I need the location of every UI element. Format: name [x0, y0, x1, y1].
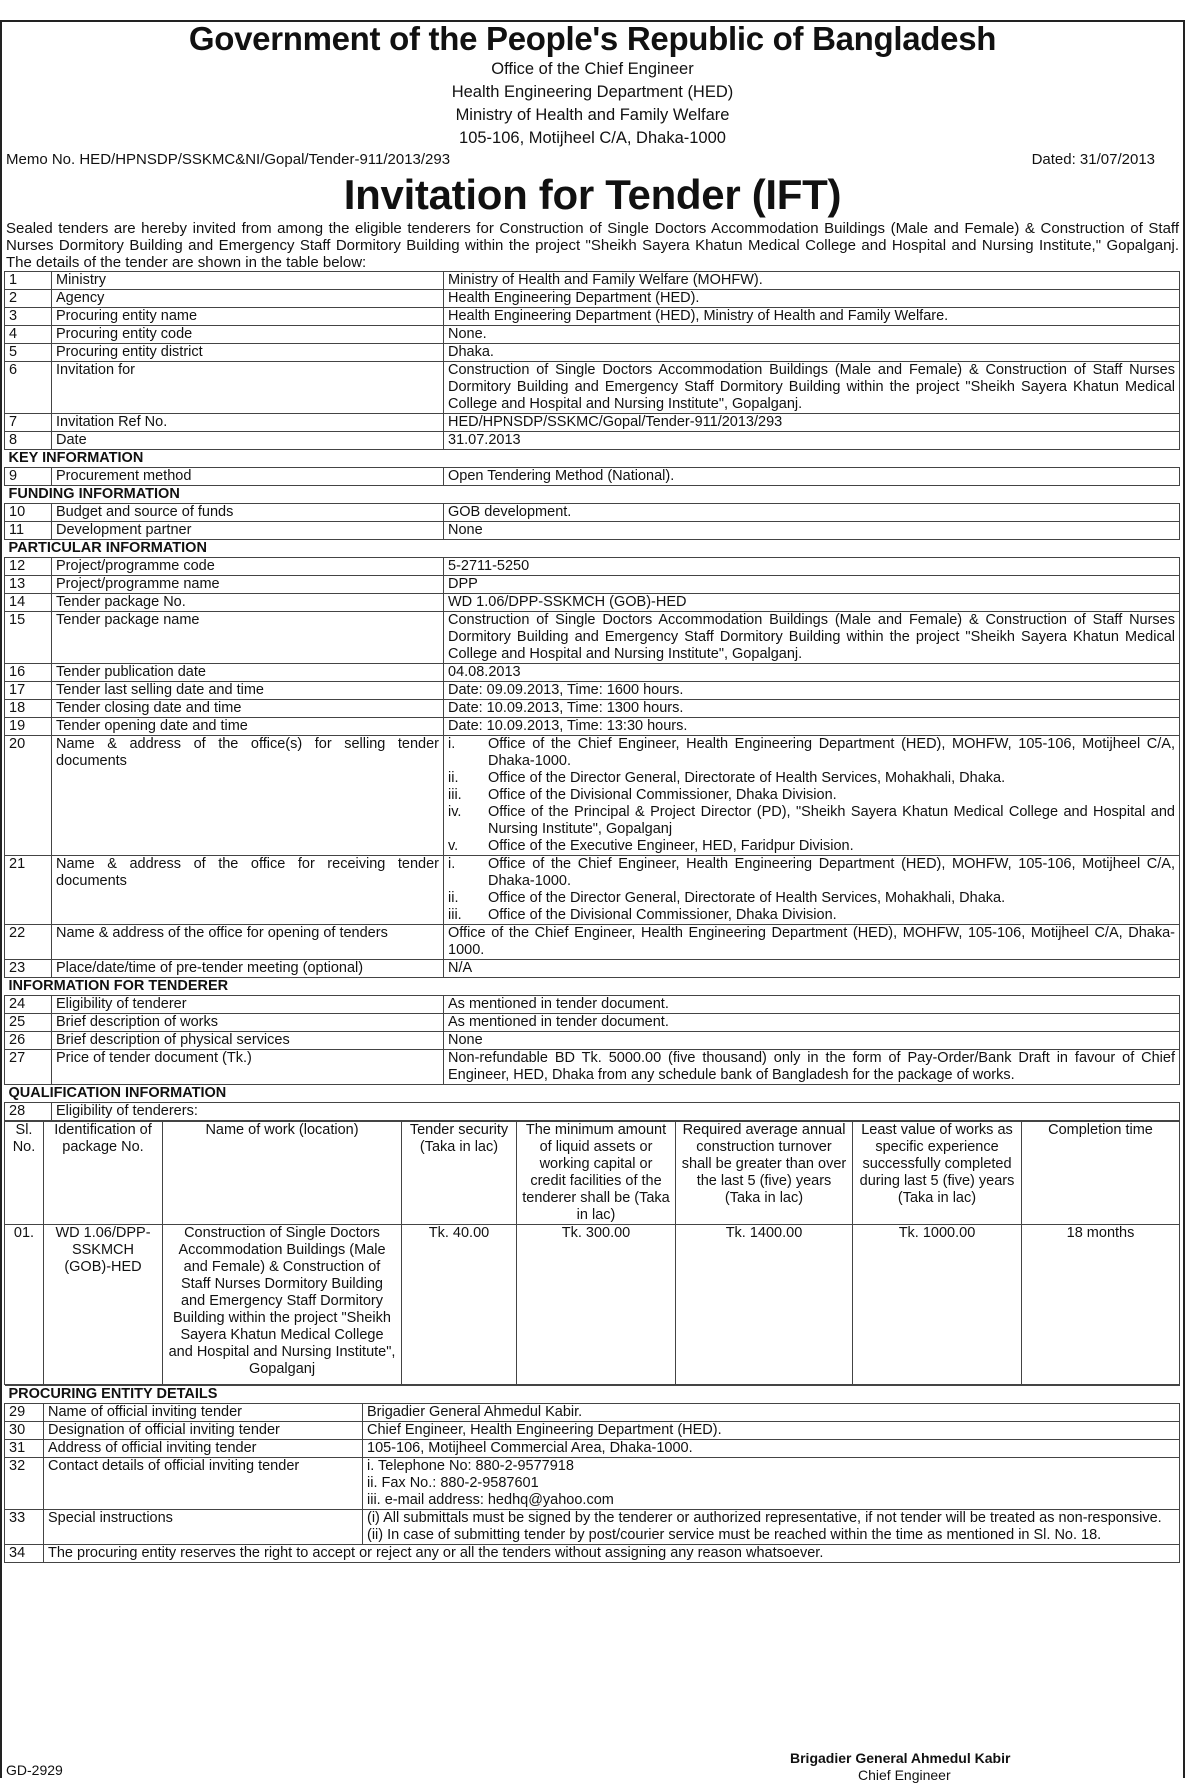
table-row: 8 Date 31.07.2013	[5, 432, 1180, 450]
table-row: 15 Tender package name Construction of Single Doctors Accommodation Buildings (Male and Female) & Construction of Staff Nurses Dormitory Building and Emergency Staff Dormitory Building within the project "Sheikh Sayera Khatun Medical College and Hospital and Nursing Institute", Gopalganj.	[5, 612, 1180, 664]
list-item: iii. Office of the Divisional Commissioner, Dhaka Division.	[448, 907, 837, 923]
ift-title: Invitation for Tender (IFT)	[343, 171, 842, 218]
list-item: iii. Office of the Divisional Commissioner, Dhaka Division.	[448, 787, 837, 803]
table-row: 19 Tender opening date and time Date: 10.09.2013, Time: 13:30 hours.	[5, 718, 1180, 736]
signatory-designation: Chief Engineer	[858, 1767, 951, 1783]
table-row: 12 Project/programme code 5-2711-5250	[5, 558, 1180, 576]
instruction-line: (i) All submittals must be signed by the tenderer or authorized representative, if not tender will be treated as non-responsive.	[367, 1510, 1162, 1526]
list-item: i. Office of the Chief Engineer, Health Engineering Department (HED), MOHFW, 105-106, Motijheel C/A, Dhaka-1000.	[448, 736, 1175, 769]
table-row: 14 Tender package No. WD 1.06/DPP-SSKMCH (GOB)-HED	[5, 594, 1180, 612]
intro-paragraph: Sealed tenders are hereby invited from among the eligible tenderers for Construction of Single Doctors Accommodation Buildings (Male and Female) & Construction of Staff Nurses Dormitory Building and Emergency Staff Dormitory Building within the project "Sheikh Sayera Khatun Medical College and Hospital and Nursing Institute," Gopalganj. The details of the tender are shown in the table below:	[6, 220, 1179, 271]
section-heading: PARTICULAR INFORMATION	[5, 540, 1180, 558]
table-row: 11 Development partner None	[5, 522, 1180, 540]
table-row: 24 Eligibility of tenderer As mentioned in tender document.	[5, 996, 1180, 1014]
table-row: 25 Brief description of works As mentioned in tender document.	[5, 1014, 1180, 1032]
signatory-name: Brigadier General Ahmedul Kabir	[790, 1750, 1011, 1766]
table-row: 2 Agency Health Engineering Department (HED).	[5, 290, 1180, 308]
table-row: 7 Invitation Ref No. HED/HPNSDP/SSKMC/Gopal/Tender-911/2013/293	[5, 414, 1180, 432]
list-item: i. Office of the Chief Engineer, Health Engineering Department (HED), MOHFW, 105-106, Motijheel C/A, Dhaka-1000.	[448, 856, 1175, 889]
list-item: ii. Office of the Director General, Directorate of Health Services, Mohakhali, Dhaka.	[448, 770, 1006, 786]
column-header: Tender security (Taka in lac)	[402, 1122, 517, 1225]
email-line: iii. e-mail address: hedhq@yahoo.com	[367, 1492, 614, 1508]
table-row: 31 Address of official inviting tender 105-106, Motijheel Commercial Area, Dhaka-1000.	[5, 1440, 1180, 1458]
office-line: Office of the Chief Engineer	[491, 60, 694, 78]
column-header: Name of work (location)	[163, 1122, 402, 1225]
table-row: 16 Tender publication date 04.08.2013	[5, 664, 1180, 682]
memo-date: Dated: 31/07/2013	[1031, 151, 1155, 168]
memo-number: Memo No. HED/HPNSDP/SSKMC&NI/Gopal/Tender-911/2013/293	[6, 151, 451, 168]
table-row: 9 Procurement method Open Tendering Method (National).	[5, 468, 1180, 486]
table-row: 21 Name & address of the office for receiving tender documents i. Office of the Chief Engineer, Health Engineering Department (HED), MOHFW, 105-106, Motijheel C/A, Dhaka-1000. ii. Office of the Director General, Directorate of Health Services, Mohakhali, Dhaka. iii. Office of the Divisional Commissioner, Dhaka Division.	[5, 856, 1180, 925]
table-row: 20 Name & address of the office(s) for selling tender documents i. Office of the Chief Engineer, Health Engineering Department (HED), MOHFW, 105-106, Motijheel C/A, Dhaka-1000. ii. Office of the Director General, Directorate of Health Services, Mohakhali, Dhaka. iii. Office of the Divisional Commissioner, Dhaka Division. iv. Office of the Principal & Project Director (PD), "Sheikh Sayera Khatun Medical College and Hospital and Nursing Institute", Gopalganj v. Office of the Executive Engineer, HED, Faridpur Division.	[5, 736, 1180, 856]
table-row: 3 Procuring entity name Health Engineering Department (HED), Ministry of Health and Family Welfare.	[5, 308, 1180, 326]
table-row: 33 Special instructions (i) All submittals must be signed by the tenderer or authorized representative, if not tender will be treated as non-responsive. (ii) In case of submitting tender by post/courier service must be reached within the time as mentioned in Sl. No. 18.	[5, 1510, 1180, 1545]
gd-code: GD-2929	[6, 1762, 63, 1778]
section-heading: QUALIFICATION INFORMATION	[5, 1085, 1180, 1103]
department-line: Health Engineering Department (HED)	[451, 83, 734, 101]
table-row: 34 The procuring entity reserves the right to accept or reject any or all the tenders without assigning any reason whatsoever.	[5, 1545, 1180, 1563]
table-row: 5 Procuring entity district Dhaka.	[5, 344, 1180, 362]
list-item: v. Office of the Executive Engineer, HED, Faridpur Division.	[448, 838, 854, 854]
table-row: 6 Invitation for Construction of Single Doctors Accommodation Buildings (Male and Female) & Construction of Staff Nurses Dormitory Building and Emergency Staff Dormitory Building within the project "Sheikh Sayera Khatun Medical College and Hospital and Nursing Institute", Gopalganj.	[5, 362, 1180, 414]
column-header: Completion time	[1022, 1122, 1180, 1225]
section-heading: PROCURING ENTITY DETAILS	[5, 1386, 1180, 1404]
fax-line: ii. Fax No.: 880-2-9587601	[367, 1475, 539, 1491]
table-row: 26 Brief description of physical services None	[5, 1032, 1180, 1050]
table-row: 1 Ministry Ministry of Health and Family Welfare (MOHFW).	[5, 272, 1180, 290]
table-row: 30 Designation of official inviting tender Chief Engineer, Health Engineering Department (HED).	[5, 1422, 1180, 1440]
column-header: Sl. No.	[5, 1122, 44, 1225]
column-header: Required average annual construction turnover shall be greater than over the last 5 (five) years (Taka in lac)	[676, 1122, 853, 1225]
page-frame	[0, 20, 1185, 1778]
column-header: Least value of works as specific experience successfully completed during last 5 (five) years (Taka in lac)	[853, 1122, 1022, 1225]
table-row: 18 Tender closing date and time Date: 10.09.2013, Time: 1300 hours.	[5, 700, 1180, 718]
table-row: 27 Price of tender document (Tk.) Non-refundable BD Tk. 5000.00 (five thousand) only in the form of Pay-Order/Bank Draft in favour of Chief Engineer, HED, Dhaka from any schedule bank of Bangladesh for the package of works.	[5, 1050, 1180, 1085]
list-item: ii. Office of the Director General, Directorate of Health Services, Mohakhali, Dhaka.	[448, 890, 1006, 906]
table-row: 22 Name & address of the office for opening of tenders Office of the Chief Engineer, Health Engineering Department (HED), MOHFW, 105-106, Motijheel C/A, Dhaka-1000.	[5, 925, 1180, 960]
table-row: 4 Procuring entity code None.	[5, 326, 1180, 344]
list-item: iv. Office of the Principal & Project Director (PD), "Sheikh Sayera Khatun Medical College and Hospital and Nursing Institute", Gopalganj	[448, 804, 1175, 837]
ministry-line: Ministry of Health and Family Welfare	[455, 106, 730, 124]
table-row: 13 Project/programme name DPP	[5, 576, 1180, 594]
table-row: 17 Tender last selling date and time Date: 09.09.2013, Time: 1600 hours.	[5, 682, 1180, 700]
telephone-line: i. Telephone No: 880-2-9577918	[367, 1458, 574, 1474]
table-row: 29 Name of official inviting tender Brigadier General Ahmedul Kabir.	[5, 1404, 1180, 1422]
section-heading: INFORMATION FOR TENDERER	[5, 978, 1180, 996]
table-row: 10 Budget and source of funds GOB development.	[5, 504, 1180, 522]
section-heading: FUNDING INFORMATION	[5, 486, 1180, 504]
address-line: 105-106, Motijheel C/A, Dhaka-1000	[459, 129, 726, 147]
table-row: 01. WD 1.06/DPP-SSKMCH (GOB)-HED Construction of Single Doctors Accommodation Buildings (Male and Female) & Construction of Staff Nurses Dormitory Building and Emergency Staff Dormitory Building within the project "Sheikh Sayera Khatun Medical College and Hospital and Nursing Institute", Gopalganj Tk. 40.00 Tk. 300.00 Tk. 1400.00 Tk. 1000.00 18 months	[5, 1225, 1180, 1385]
table-row: 28 Eligibility of tenderers:	[5, 1103, 1180, 1121]
government-title: Government of the People's Republic of Bangladesh	[188, 20, 997, 57]
column-header: Identification of package No.	[44, 1122, 163, 1225]
section-heading: KEY INFORMATION	[5, 450, 1180, 468]
column-header: The minimum amount of liquid assets or working capital or credit facilities of the tenderer shall be (Taka in lac)	[517, 1122, 676, 1225]
instruction-line: (ii) In case of submitting tender by post/courier service must be reached within the time as mentioned in Sl. No. 18.	[367, 1527, 1102, 1543]
table-row: 23 Place/date/time of pre-tender meeting (optional) N/A	[5, 960, 1180, 978]
table-row: 32 Contact details of official inviting tender i. Telephone No: 880-2-9577918 ii. Fax No.: 880-2-9587601 iii. e-mail address: hedhq@yahoo.com	[5, 1458, 1180, 1510]
